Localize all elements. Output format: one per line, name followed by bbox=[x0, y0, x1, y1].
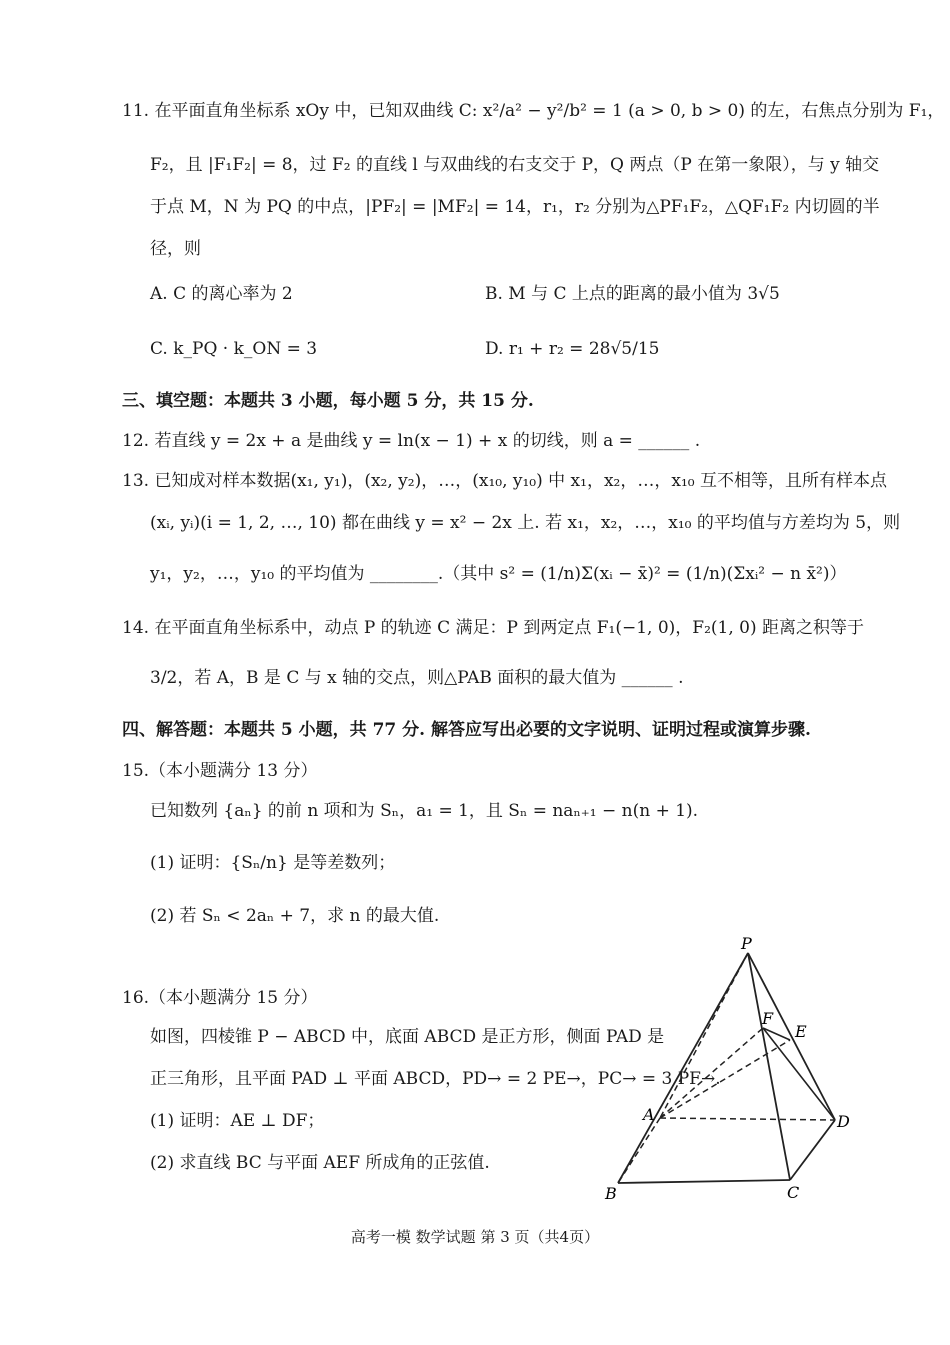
label-e: E bbox=[795, 1022, 807, 1041]
label-c: C bbox=[787, 1183, 800, 1202]
q15-part-1: (1) 证明：{Sₙ/n} 是等差数列； bbox=[150, 853, 396, 873]
label-a: A bbox=[643, 1105, 655, 1124]
edge-bc bbox=[618, 1180, 790, 1183]
edge-pc bbox=[748, 953, 790, 1180]
q14-line-2: 3/2，若 A，B 是 C 与 x 轴的交点，则△PAB 面积的最大值为 ______ . bbox=[150, 668, 684, 688]
edge-pd bbox=[748, 953, 835, 1120]
segment-af bbox=[660, 1028, 763, 1118]
edge-cd bbox=[790, 1120, 835, 1180]
label-b: B bbox=[605, 1184, 617, 1203]
q11-line-2: F₂，且 |F₁F₂| = 8，过 F₂ 的直线 l 与双曲线的右支交于 P，Q 两点（P 在第一象限），与 y 轴交 bbox=[150, 155, 880, 175]
q11-line-1: 11. 在平面直角坐标系 xOy 中，已知双曲线 C: x²/a² − y²/b² = 1 (a > 0, b > 0) 的左，右焦点分别为 F₁， bbox=[122, 101, 945, 121]
section-4-heading: 四、解答题：本题共 5 小题，共 77 分. 解答应写出必要的文字说明、证明过程或演算步骤. bbox=[122, 720, 811, 740]
q15-header: 15.（本小题满分 13 分） bbox=[122, 761, 318, 781]
label-f: F bbox=[762, 1009, 774, 1028]
q16-header: 16.（本小题满分 15 分） bbox=[122, 988, 318, 1008]
section-3-heading: 三、填空题：本题共 3 小题，每小题 5 分，共 15 分. bbox=[122, 391, 534, 411]
q16-stem-line-2: 正三角形，且平面 PAD ⊥ 平面 ABCD，PD→ = 2 PE→，PC→ = 3 PF→. bbox=[150, 1069, 721, 1089]
q15-part-2: (2) 若 Sₙ < 2aₙ + 7，求 n 的最大值. bbox=[150, 906, 440, 926]
label-p: P bbox=[741, 934, 752, 953]
q11-line-4: 径，则 bbox=[150, 239, 201, 259]
q13-line-3: y₁，y₂，…，y₁₀ 的平均值为 ________.（其中 s² = (1/n)Σ(xᵢ − x̄)² = (1/n)(Σxᵢ² − n x̄²)） bbox=[150, 564, 847, 584]
q11-line-3: 于点 M，N 为 PQ 的中点，|PF₂| = |MF₂| = 14，r₁，r₂ 分别为△PF₁F₂，△QF₁F₂ 内切圆的半 bbox=[150, 197, 880, 217]
pyramid-figure bbox=[600, 930, 860, 1205]
q11-option-a: A. C 的离心率为 2 bbox=[150, 284, 293, 304]
q16-part-1: (1) 证明：AE ⊥ DF； bbox=[150, 1111, 325, 1131]
edge-ad bbox=[660, 1118, 835, 1120]
label-d: D bbox=[837, 1112, 850, 1131]
q11-option-b: B. M 与 C 上点的距离的最小值为 3√5 bbox=[485, 284, 780, 304]
q12-text: 12. 若直线 y = 2x + a 是曲线 y = ln(x − 1) + x 的切线，则 a = ______ . bbox=[122, 431, 701, 451]
q11-option-d: D. r₁ + r₂ = 28√5/15 bbox=[485, 339, 660, 359]
q16-stem-line-1: 如图，四棱锥 P − ABCD 中，底面 ABCD 是正方形，侧面 PAD 是 bbox=[150, 1027, 665, 1047]
q14-line-1: 14. 在平面直角坐标系中，动点 P 的轨迹 C 满足：P 到两定点 F₁(−1, 0)，F₂(1, 0) 距离之积等于 bbox=[122, 618, 865, 638]
q11-option-c: C. k_PQ · k_ON = 3 bbox=[150, 339, 318, 359]
segment-df bbox=[763, 1028, 835, 1120]
edge-ab bbox=[618, 1118, 660, 1183]
q13-line-1: 13. 已知成对样本数据(x₁, y₁)，(x₂, y₂)，…，(x₁₀, y₁₀) 中 x₁，x₂，…，x₁₀ 互不相等，且所有样本点 bbox=[122, 471, 887, 491]
q16-part-2: (2) 求直线 BC 与平面 AEF 所成角的正弦值. bbox=[150, 1153, 490, 1173]
page-footer: 高考一模 数学试题 第 3 页（共4页） bbox=[350, 1228, 600, 1246]
q13-line-2: (xᵢ, yᵢ)(i = 1, 2, …, 10) 都在曲线 y = x² − 2x 上. 若 x₁，x₂，…，x₁₀ 的平均值与方差均为 5，则 bbox=[150, 513, 901, 533]
edge-pb bbox=[618, 953, 748, 1183]
q15-stem: 已知数列 {aₙ} 的前 n 项和为 Sₙ，a₁ = 1，且 Sₙ = naₙ₊₁ − n(n + 1). bbox=[150, 801, 699, 821]
